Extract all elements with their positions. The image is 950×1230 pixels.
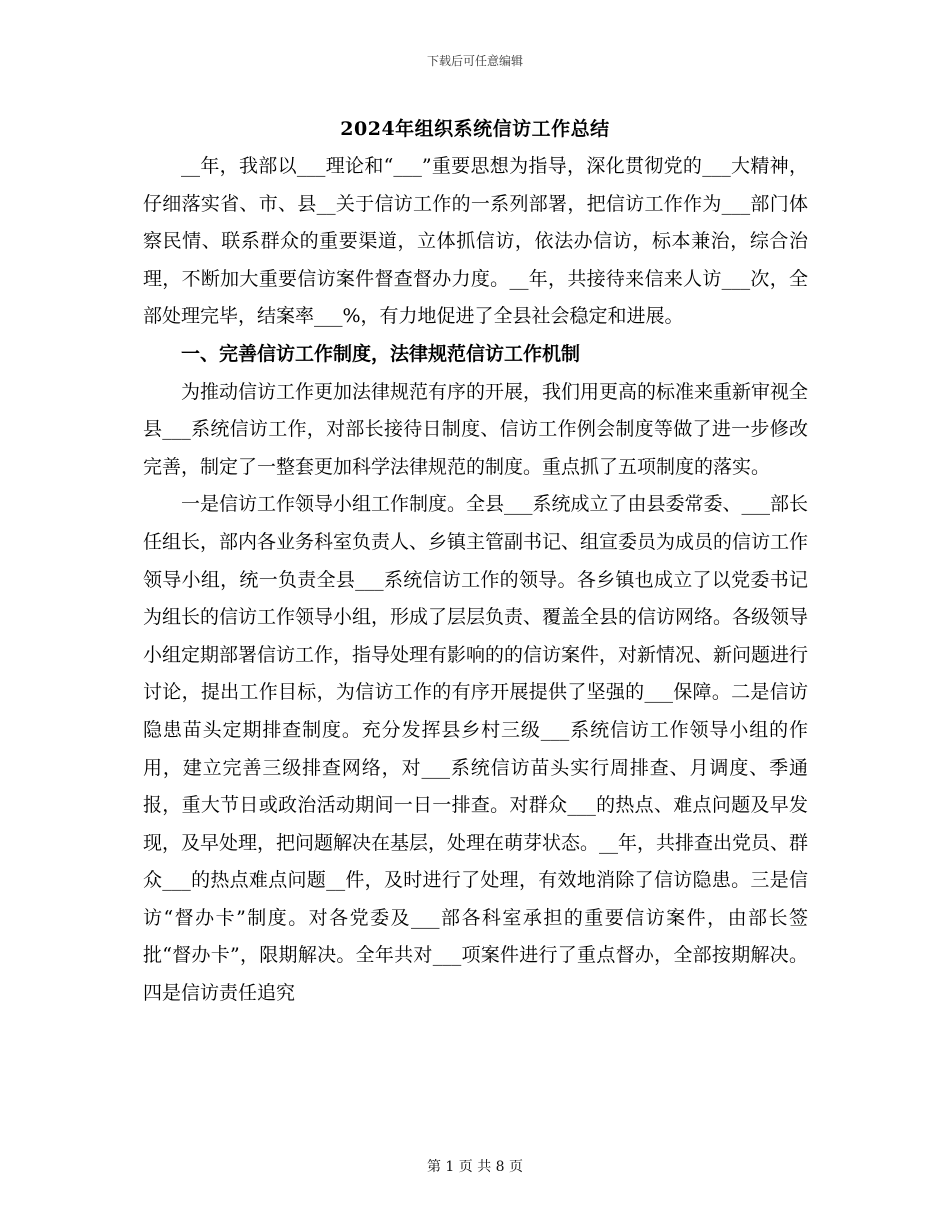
section-paragraph: 为推动信访工作更加法律规范有序的开展，我们用更高的标准来重新审视全县___系统信访工作，对部长接待日制度、信访工作例会制度等做了进一步修改完善，制定了一整套更加科学法律规范的制度。重点抓了五项制度的落实。	[143, 380, 809, 478]
section-heading: 一、完善信访工作制度，法律规范信访工作机制	[181, 342, 581, 365]
document-title: 2024年组织系统信访工作总结	[340, 118, 610, 140]
document-body	[143, 148, 808, 1013]
header-note: 下载后可任意编辑	[426, 54, 523, 68]
page-number: 第 1 页 共 8 页	[426, 1159, 524, 1175]
intro-paragraph: __年，我部以___理论和“___”重要思想为指导，深化贯彻党的___大精神，仔细落实省、市、县__关于信访工作的一系列部署，把信访工作作为___部门体察民情、联系群众的重要渠道，立体抓信访，依法办信访，标本兼治，综合治理，不断加大重要信访案件督查督办力度。__年，共接待来信来人访___次，全部处理完毕，结案率___%，有力地促进了全县社会稳定和进展。	[143, 155, 808, 328]
section-paragraph: 一是信访工作领导小组工作制度。全县___系统成立了由县委常委、___部长任组长，部内各业务科室负责人、乡镇主管副书记、组宣委员为成员的信访工作领导小组，统一负责全县___系统信访工作的领导。各乡镇也成立了以党委书记为组长的信访工作领导小组，形成了层层负责、覆盖全县的信访网络。各级领导小组定期部署信访工作，指导处理有影响的的信访案件，对新情况、新问题进行讨论，提出工作目标，为信访工作的有序开展提供了坚强的___保障。二是信访隐患苗头定期排查制度。充分发挥县乡村三级___系统信访工作领导小组的作用，建立完善三级排查网络，对___系统信访苗头实行周排查、月调度、季通报，重大节日或政治活动期间一日一排查。对群众___的热点、难点问题及早发现，及早处理，把问题解决在基层，处理在萌芽状态。__年，共排查出党员、群众___的热点难点问题__件，及时进行了处理，有效地消除了信访隐患。三是信访“督办卡”制度。对各党委及___部各科室承担的重要信访案件，由部长签批“督办卡”，限期解决。全年共对___项案件进行了重点督办，全部按期解决。四是信访责任追究	[143, 493, 809, 1005]
